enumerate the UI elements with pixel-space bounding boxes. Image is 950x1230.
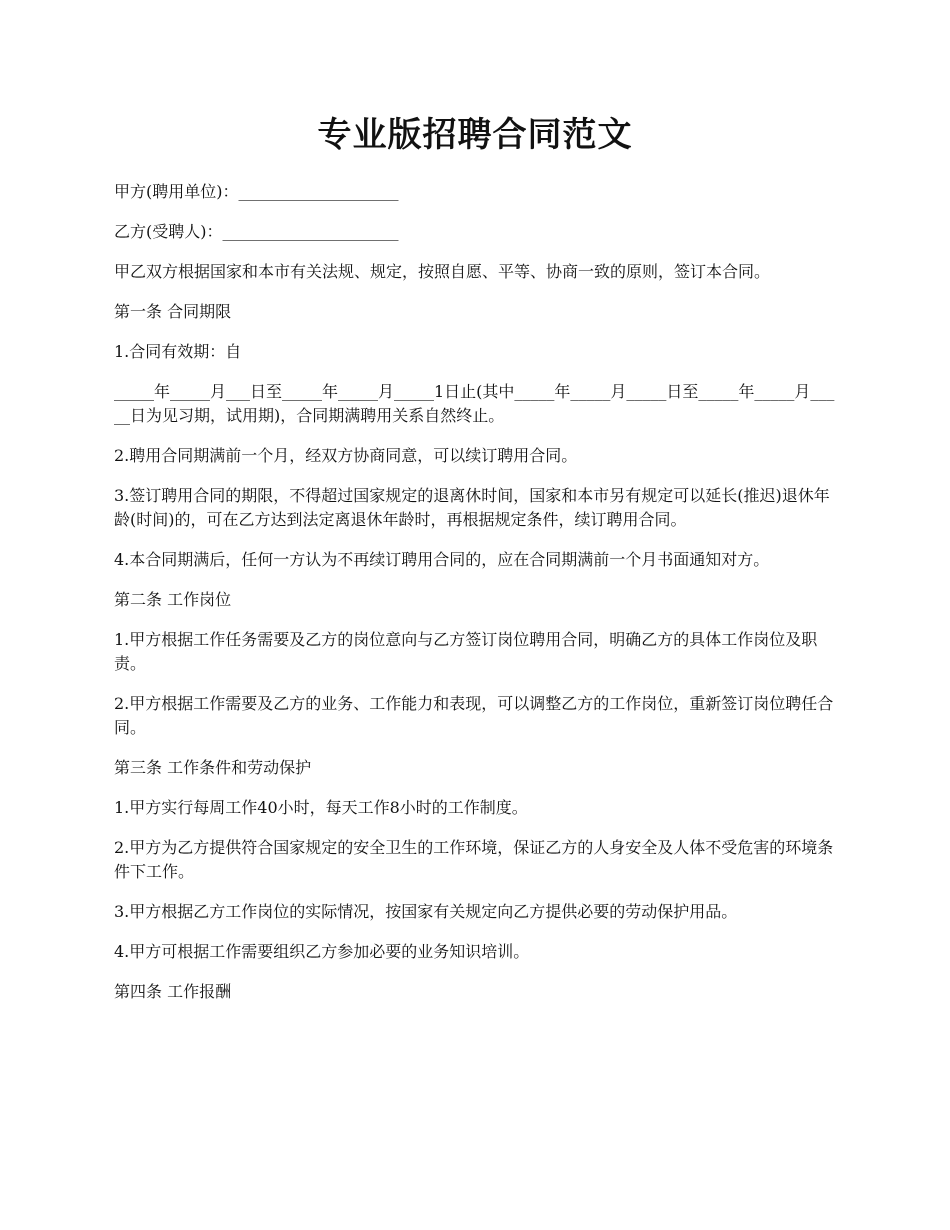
party-b-line: 乙方(受聘人)：______________________ xyxy=(114,222,399,241)
article-1-clause-1: 1.合同有效期：自 xyxy=(114,342,242,361)
article-4-heading: 第四条 工作报酬 xyxy=(114,982,232,1001)
article-1-clause-3: 3.签订聘用合同的期限，不得超过国家规定的退离休时间，国家和本市另有规定可以延长(推迟)退休年龄(时间)的，可在乙方达到法定离退休年龄时，再根据规定条件，续订聘用合同。 xyxy=(114,486,830,529)
article-1-heading: 第一条 合同期限 xyxy=(114,302,232,321)
article-3-clause-1: 1.甲方实行每周工作40小时，每天工作8小时的工作制度。 xyxy=(114,798,528,817)
article-1-clause-4: 4.本合同期满后，任何一方认为不再续订聘用合同的，应在合同期满前一个月书面通知对方。 xyxy=(114,550,770,569)
document-body xyxy=(114,180,838,1020)
article-1-date-blanks: _____年_____月___日至_____年_____月_____1日止(其中_____年_____月_____日至_____年_____月_____日为见习期，试用期)，合同期满聘用关系自然终止。 xyxy=(114,382,835,425)
party-a-line: 甲方(聘用单位)：____________________ xyxy=(114,182,399,201)
preamble-paragraph: 甲乙双方根据国家和本市有关法规、规定，按照自愿、平等、协商一致的原则，签订本合同。 xyxy=(114,262,771,281)
article-1-clause-2: 2.聘用合同期满前一个月，经双方协商同意，可以续订聘用合同。 xyxy=(114,446,578,465)
article-3-clause-3: 3.甲方根据乙方工作岗位的实际情况，按国家有关规定向乙方提供必要的劳动保护用品。 xyxy=(114,902,738,921)
article-2-clause-2: 2.甲方根据工作需要及乙方的业务、工作能力和表现，可以调整乙方的工作岗位，重新签订岗位聘任合同。 xyxy=(114,694,834,737)
article-2-heading: 第二条 工作岗位 xyxy=(114,590,232,609)
article-2-clause-1: 1.甲方根据工作任务需要及乙方的岗位意向与乙方签订岗位聘用合同，明确乙方的具体工作岗位及职责。 xyxy=(114,630,818,673)
document-title: 专业版招聘合同范文 xyxy=(317,115,633,155)
article-3-heading: 第三条 工作条件和劳动保护 xyxy=(114,758,312,777)
article-3-clause-2: 2.甲方为乙方提供符合国家规定的安全卫生的工作环境，保证乙方的人身安全及人体不受危害的环境条件下工作。 xyxy=(114,838,834,881)
article-3-clause-4: 4.甲方可根据工作需要组织乙方参加必要的业务知识培训。 xyxy=(114,942,530,961)
